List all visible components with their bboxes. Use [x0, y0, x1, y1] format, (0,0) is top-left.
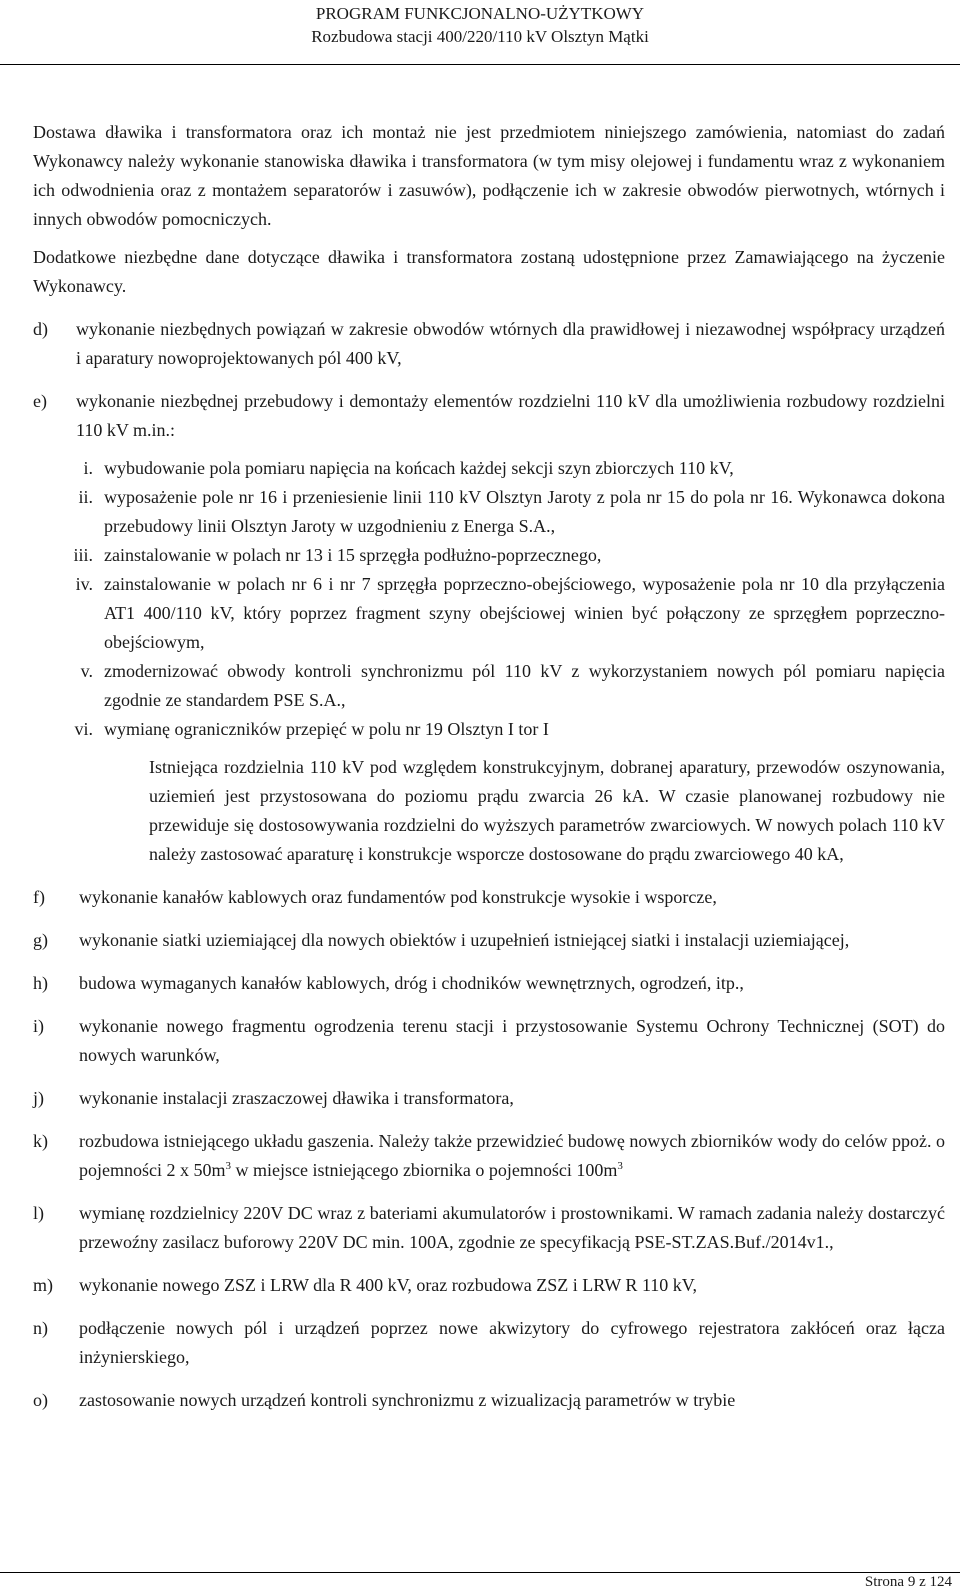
k-superscript-2: 3 — [617, 1160, 623, 1172]
sub-item-text: wybudowanie pola pomiaru napięcia na końcach każdej sekcji szyn zbiorczych 110 kV, — [104, 458, 734, 478]
footer-divider — [0, 1572, 960, 1573]
sub-item-label: v. — [80, 661, 93, 681]
list-item-text: wykonanie niezbędnych powiązań w zakresie obwodów wtórnych dla prawidłowej i niezawodnej współpracy urządzeń i aparatury nowoprojektowanych pól 400 kV, — [76, 319, 945, 368]
list-item-text: wykonanie kanałów kablowych oraz fundamentów pod konstrukcje wysokie i wsporcze, — [79, 887, 717, 907]
list-item-j — [33, 1084, 945, 1113]
document-body — [33, 118, 945, 1415]
list-item-text: wymianę rozdzielnicy 220V DC wraz z bateriami akumulatorów i prostownikami. W ramach zadania należy dostarczyć przewoźny zasilacz buforowy 220V DC min. 100A, zgodnie ze specyfikacją PSE-ST.ZAS.Buf./2014v1., — [79, 1203, 945, 1252]
sub-item-label: iv. — [75, 574, 93, 594]
sub-item-vi — [33, 715, 945, 744]
k-superscript-1: 3 — [225, 1160, 231, 1172]
sub-item-v — [33, 657, 945, 715]
list-item-label: f) — [33, 887, 45, 907]
list-item-e — [33, 387, 945, 445]
sub-item-text: wymianę ograniczników przepięć w polu nr 19 Olsztyn I tor I — [104, 719, 549, 739]
sub-item-text: wyposażenie pole nr 16 i przeniesienie linii 110 kV Olsztyn Jaroty z pola nr 15 do pola nr 16. Wykonawca dokona przebudowy linii Olsztyn Jaroty w uzgodnieniu z Energa S.A., — [104, 487, 945, 536]
sub-item-label: i. — [83, 458, 93, 478]
list-item-label: e) — [33, 391, 47, 411]
list-item-label: l) — [33, 1203, 44, 1223]
list-item-text: zastosowanie nowych urządzeń kontroli synchronizmu z wizualizacją parametrów w trybie — [79, 1390, 736, 1410]
sub-item-iii — [33, 541, 945, 570]
intro-paragraph-1: Dostawa dławika i transformatora oraz ich montaż nie jest przedmiotem niniejszego zamówienia, natomiast do zadań Wykonawcy należy wykonanie stanowiska dławika i transformatora (w tym misy olejowej i fundamentu wraz z wykonaniem ich odwodnienia oraz z montażem separatorów i zasuwów), podłączenie ich w zakresie obwodów pierwotnych, wtórnych i innych obwodów pomocniczych. — [33, 122, 945, 229]
sub-item-label: vi. — [74, 719, 93, 739]
intro-paragraph-2: Dodatkowe niezbędne dane dotyczące dławika i transformatora zostaną udostępnione przez Zamawiającego na życzenie Wykonawcy. — [33, 247, 945, 296]
list-item-text: wykonanie nowego fragmentu ogrodzenia terenu stacji i przystosowanie Systemu Ochrony Technicznej (SOT) do nowych warunków, — [79, 1016, 945, 1065]
sub-item-i — [33, 454, 945, 483]
list-item-label: g) — [33, 930, 48, 950]
list-item-d — [33, 315, 945, 373]
list-item-o — [33, 1386, 945, 1415]
page-number: Strona 9 z 124 — [864, 1574, 952, 1590]
header-subtitle: Rozbudowa stacji 400/220/110 kV Olsztyn Mątki — [311, 27, 649, 46]
k-text-part-1: rozbudowa istniejącego układu gaszenia. Należy także przewidzieć budowę nowych zbiorników wody do celów ppoż. o pojemności 2 x 50m — [79, 1131, 945, 1180]
list-item-l — [33, 1199, 945, 1257]
header-divider — [0, 64, 960, 65]
list-item-label: n) — [33, 1318, 48, 1338]
list-item-label: m) — [33, 1275, 53, 1295]
sub-item-ii — [33, 483, 945, 541]
list-item-i — [33, 1012, 945, 1070]
list-item-n — [33, 1314, 945, 1372]
list-item-label: j) — [33, 1088, 44, 1108]
sub-item-text: zainstalowanie w polach nr 6 i nr 7 sprzęgła poprzeczno-obejściowego, wyposażenie pola nr 10 dla przyłączenia AT1 400/110 kV, który poprzez fragment szyny obejściowej winien być połączony ze sprzęgłem poprzeczno-obejściowym, — [104, 574, 945, 652]
list-item-text: wykonanie instalacji zraszaczowej dławika i transformatora, — [79, 1088, 514, 1108]
short-circuit-note: Istniejąca rozdzielnia 110 kV pod względem konstrukcyjnym, dobranej aparatury, przewodów oszynowania, uziemień jest przystosowana do poziomu prądu zwarcia 26 kA. W czasie planowanej rozbudowy nie przewiduje się dostosowywania rozdzielni do wyższych parametrów zwarciowych. W nowych polach 110 kV należy zastosować aparaturę i konstrukcje wsporcze dostosowane do prądu zwarciowego 40 kA, — [149, 757, 945, 864]
list-item-label: h) — [33, 973, 48, 993]
sub-item-text: zmodernizować obwody kontroli synchronizmu pól 110 kV z wykorzystaniem nowych pól pomiaru napięcia zgodnie ze standardem PSE S.A., — [104, 661, 945, 710]
list-item-k — [33, 1127, 945, 1185]
k-text-part-2: w miejsce istniejącego zbiornika o pojemności 100m — [231, 1160, 618, 1180]
list-item-label: d) — [33, 319, 48, 339]
sub-item-label: ii. — [78, 487, 93, 507]
list-item-label: k) — [33, 1131, 48, 1151]
list-item-label: i) — [33, 1016, 44, 1036]
sub-item-label: iii. — [73, 545, 93, 565]
list-item-text: wykonanie niezbędnej przebudowy i demontaży elementów rozdzielni 110 kV dla umożliwienia rozbudowy rozdzielni 110 kV m.in.: — [76, 391, 945, 440]
list-item-text — [79, 1127, 945, 1185]
list-item-text: budowa wymaganych kanałów kablowych, dróg i chodników wewnętrznych, ogrodzeń, itp., — [79, 973, 744, 993]
list-item-text: podłączenie nowych pól i urządzeń poprzez nowe akwizytory do cyfrowego rejestratora zakłóceń oraz łącza inżynierskiego, — [79, 1318, 945, 1367]
sub-item-iv — [33, 570, 945, 657]
header-title: PROGRAM FUNKCJONALNO-UŻYTKOWY — [315, 4, 645, 23]
list-item-text: wykonanie siatki uziemiającej dla nowych obiektów i uzupełnień istniejącej siatki i instalacji uziemiającej, — [79, 930, 850, 950]
list-item-text: wykonanie nowego ZSZ i LRW dla R 400 kV, oraz rozbudowa ZSZ i LRW R 110 kV, — [79, 1275, 697, 1295]
sub-item-text: zainstalowanie w polach nr 13 i 15 sprzęgła podłużno-poprzecznego, — [104, 545, 602, 565]
list-item-h — [33, 969, 945, 998]
list-item-label: o) — [33, 1390, 48, 1410]
list-item-f — [33, 883, 945, 912]
page-header — [0, 2, 960, 48]
list-item-g — [33, 926, 945, 955]
list-item-m — [33, 1271, 945, 1300]
